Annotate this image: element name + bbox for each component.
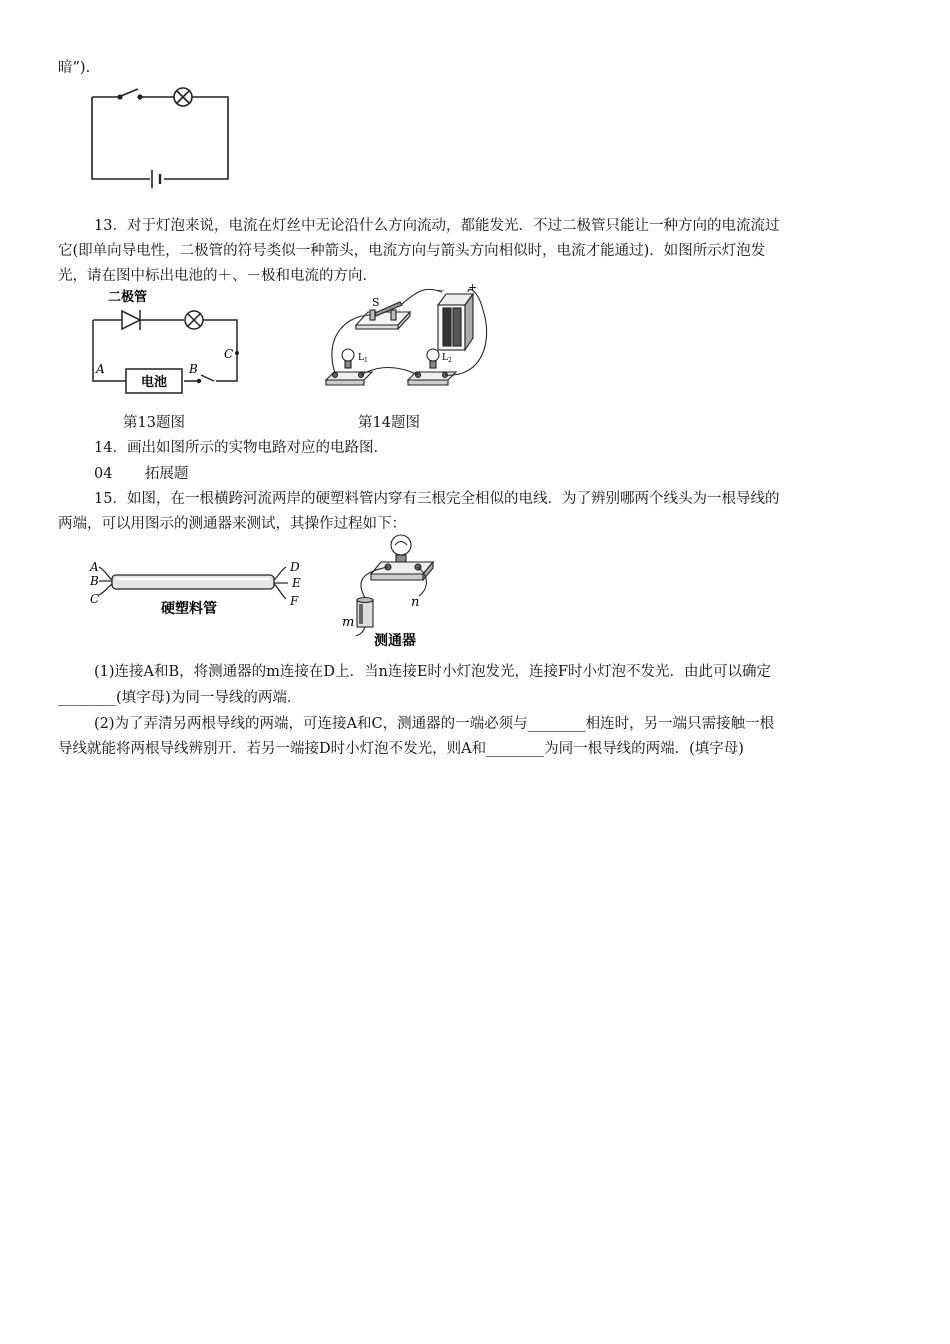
end-label-b: B (90, 574, 99, 588)
figure-14-caption: 第14题图 (358, 415, 420, 431)
diode-icon (122, 311, 140, 329)
figure-13-caption: 第13题图 (123, 415, 185, 431)
diode-label: 二极管 (108, 290, 148, 305)
section-title: 拓展题 (145, 466, 189, 482)
tester-label: 测通器 (374, 633, 416, 649)
label-c: C (224, 347, 234, 361)
switch-label: S (372, 296, 380, 309)
plus-label: + (468, 281, 478, 294)
q13-line-2: 它(即单向导电性，二极管的符号类似一种箭头，电流方向与箭头方向相似时，电流才能通过)．如图所示灯泡发 (58, 243, 766, 259)
q15-part2-line-2: 导线就能将两根导线辨别开．若另一端接D时小灯泡不发光，则A和________为同一根导线的两端．(填字母) (58, 741, 744, 757)
wire (356, 627, 365, 636)
q14-text: 14．画出如图所示的实物电路对应的电路图． (94, 440, 388, 456)
q15-line-1: 15．如图，在一根横跨河流两岸的硬塑料管内穿有三根完全相似的电线．为了辨别哪两个线头为一根导线的 (94, 491, 780, 507)
q15-line-2: 两端，可以用图示的测通器来测试，其操作过程如下： (58, 516, 406, 532)
pipe-icon (112, 575, 274, 589)
bulb-l2-icon (427, 349, 439, 361)
lead-m-label: m (342, 615, 355, 630)
switch-blade (201, 375, 214, 381)
end-label-a: A (90, 560, 99, 574)
pipe-label: 硬塑料管 (161, 601, 217, 617)
minus-label: － (435, 286, 445, 297)
label-a: A (96, 362, 105, 376)
l2-label: $L_2$ (442, 353, 452, 364)
q13-line-1: 13．对于灯泡来说，电流在灯丝中无论沿什么方向流动，都能发光．不过二极管只能让一种方向的电流流过 (94, 218, 780, 234)
figure-14-physical-circuit (318, 280, 494, 398)
figure-15-tester (335, 528, 440, 653)
end-label-f: F (290, 594, 299, 608)
l1-label: $L_1$ (358, 353, 368, 364)
continued-text: 暗”). (58, 60, 91, 76)
point-c-dot (235, 351, 239, 355)
end-label-e: E (292, 576, 301, 590)
label-b: B (189, 362, 198, 376)
section-number: 04 (94, 466, 113, 482)
figure-15-pipe (86, 555, 311, 620)
switch-blade (121, 89, 138, 96)
circuit-diagram-switch-bulb (86, 82, 236, 192)
tester-bulb-icon (391, 535, 411, 555)
q13-line-3: 光，请在图中标出电池的＋、－极和电流的方向． (58, 268, 377, 284)
lead-n-label: n (411, 595, 420, 610)
battery-label: 电池 (140, 375, 168, 390)
q15-part1-line-1: (1)连接A和B，将测通器的m连接在D上．当n连接E时小灯泡发光，连接F时小灯泡不发光．由此可以确定 (94, 664, 772, 680)
q15-part2-line-1: (2)为了弄清另两根导线的两端，可连接A和C，测通器的一端必须与________相连时，另一端只需接触一根 (94, 716, 775, 732)
end-label-d: D (290, 560, 300, 574)
q15-part1-line-2: ________(填字母)为同一导线的两端． (58, 690, 302, 706)
end-label-c: C (90, 592, 100, 606)
bulb-l1-icon (342, 349, 354, 361)
figure-13-diode-circuit (86, 285, 256, 400)
